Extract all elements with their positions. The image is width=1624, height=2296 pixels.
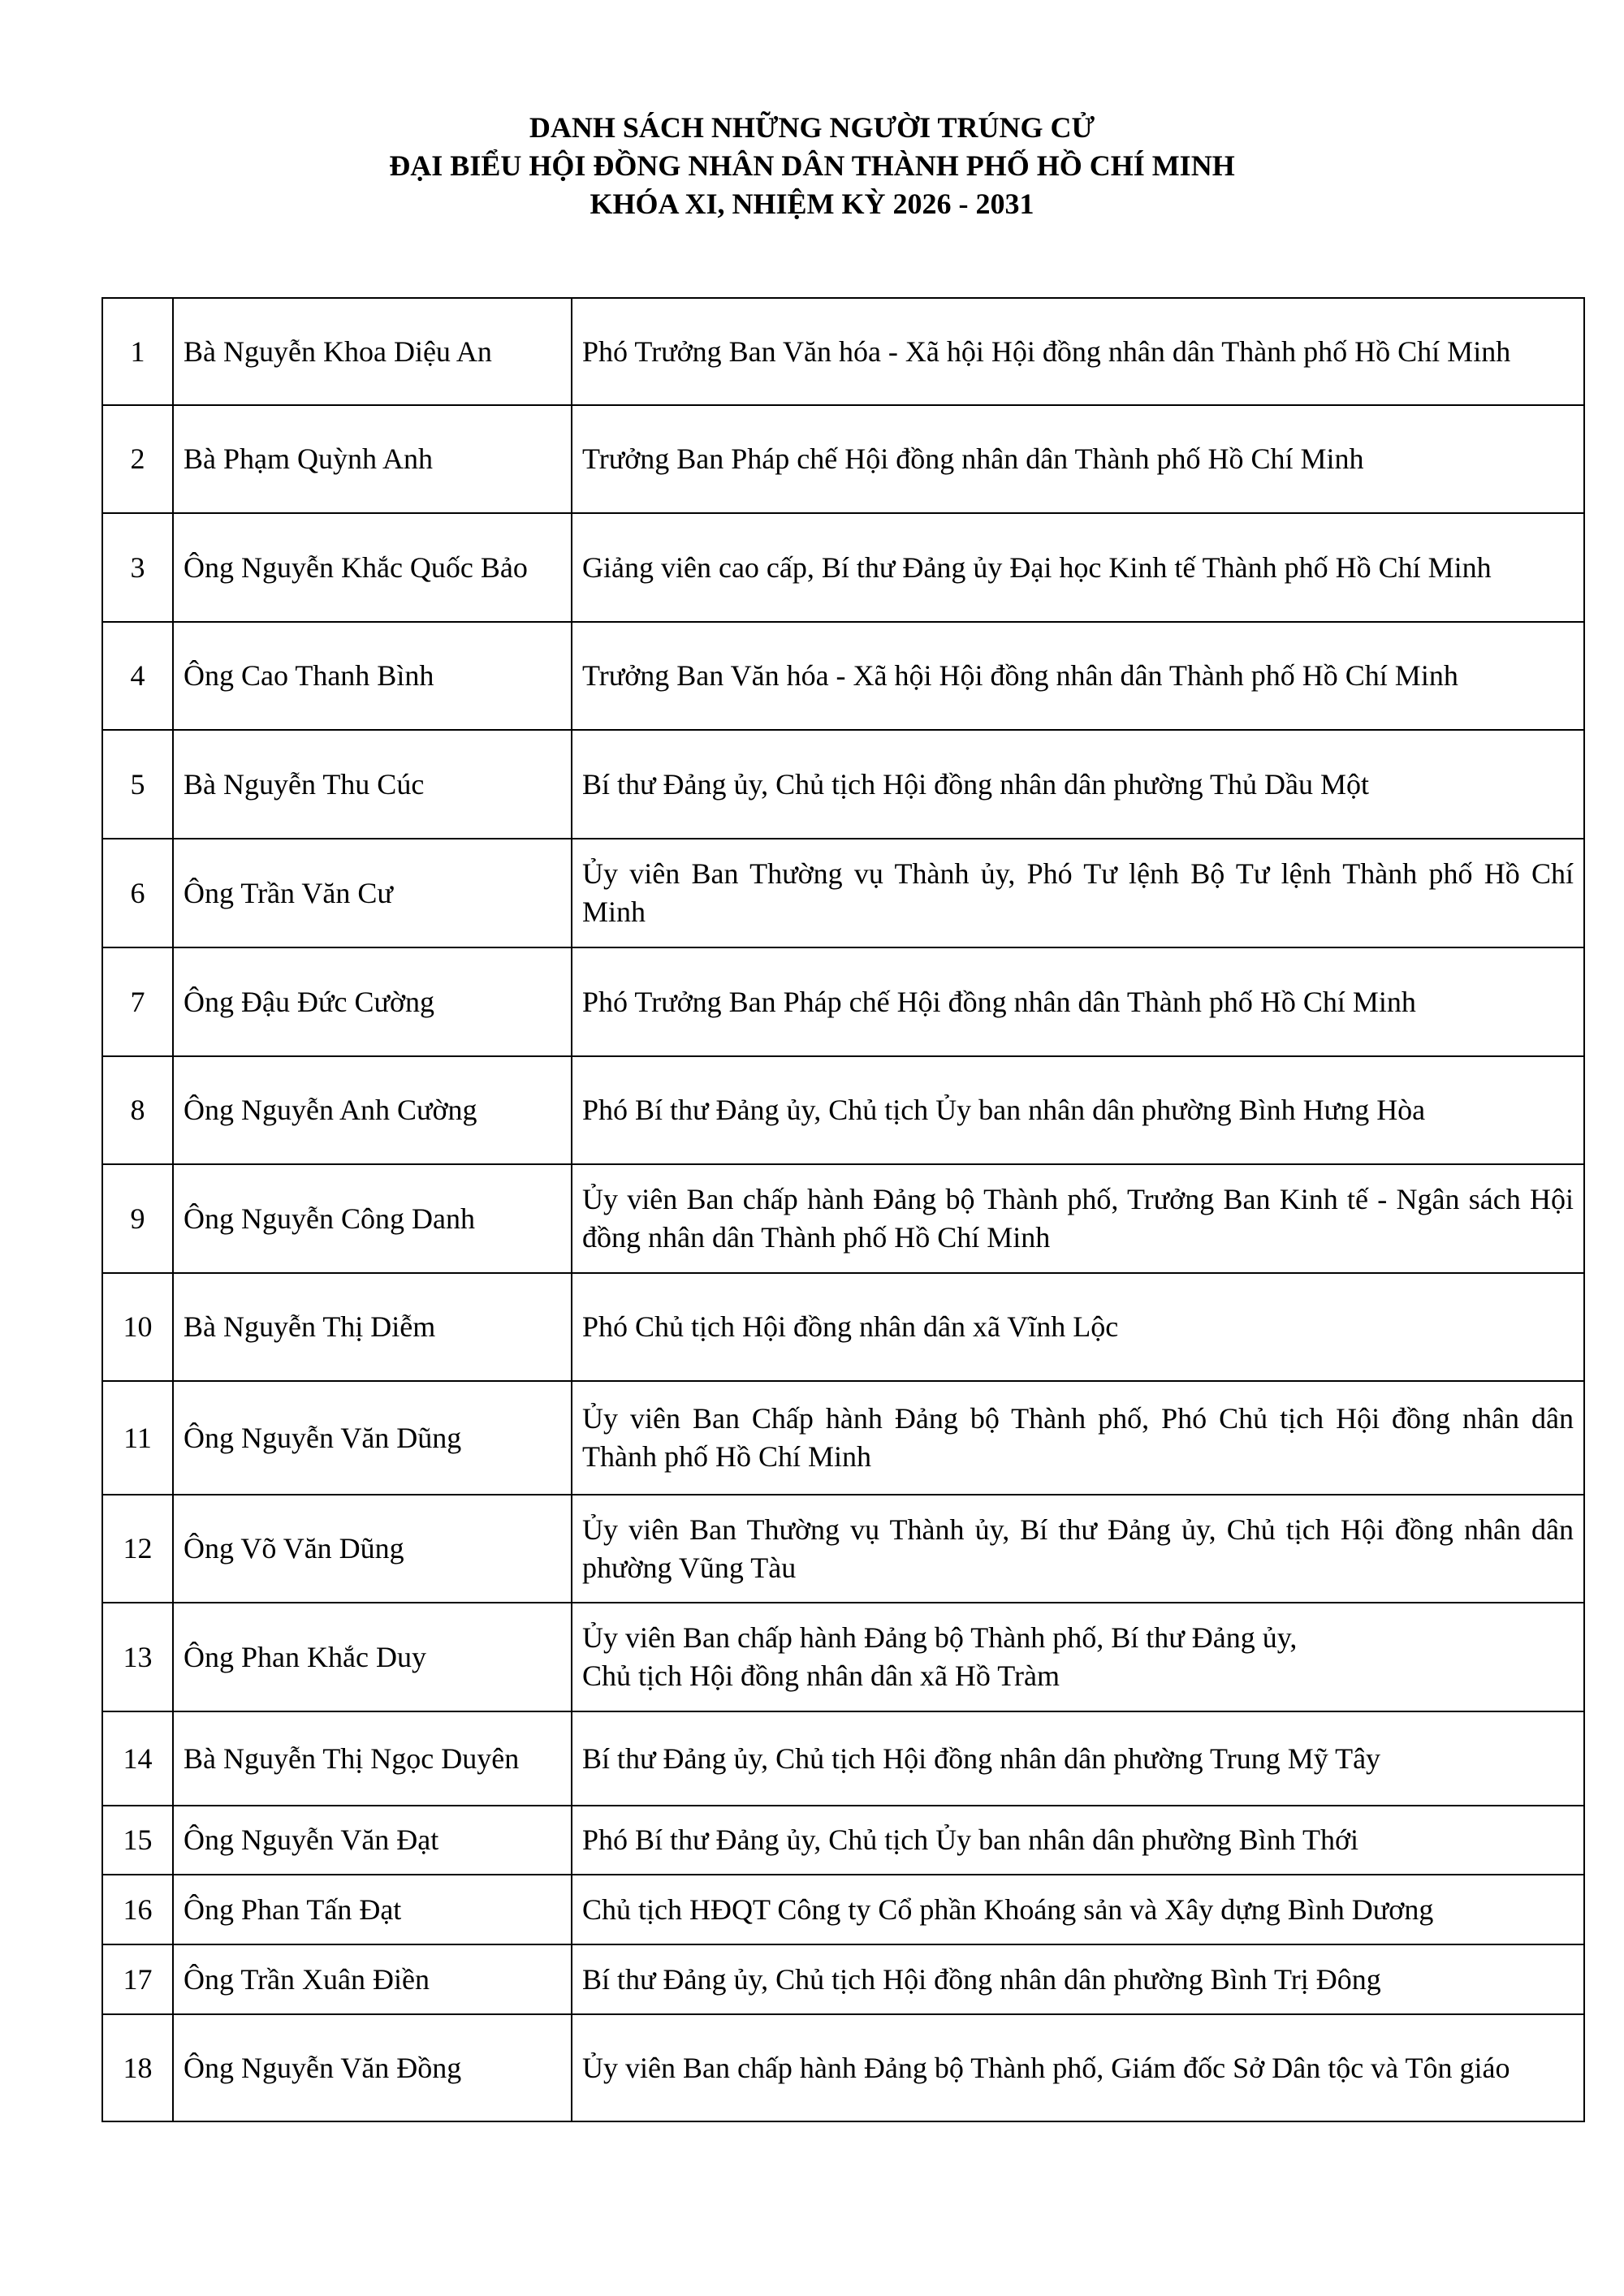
delegate-position: Ủy viên Ban Chấp hành Đảng bộ Thành phố, Phó Chủ tịch Hội đồng nhân dân Thành phố Hồ Chí Minh [572, 1381, 1584, 1495]
row-number: 9 [102, 1164, 173, 1273]
table-row [102, 1495, 1584, 1603]
table-row [102, 1381, 1584, 1495]
delegate-name: Bà Phạm Quỳnh Anh [173, 405, 572, 513]
row-number: 14 [102, 1711, 173, 1806]
table-row [102, 1711, 1584, 1806]
row-number: 13 [102, 1603, 173, 1711]
delegate-name: Ông Nguyễn Văn Đồng [173, 2014, 572, 2121]
row-number: 2 [102, 405, 173, 513]
delegate-position: Phó Trưởng Ban Pháp chế Hội đồng nhân dân Thành phố Hồ Chí Minh [572, 947, 1584, 1056]
delegate-position: Chủ tịch HĐQT Công ty Cổ phần Khoáng sản và Xây dựng Bình Dương [572, 1875, 1584, 1944]
delegate-name: Ông Nguyễn Văn Dũng [173, 1381, 572, 1495]
table-row [102, 1056, 1584, 1164]
table-row [102, 1603, 1584, 1711]
table-row [102, 1806, 1584, 1875]
table-row [102, 730, 1584, 839]
delegate-position: Bí thư Đảng ủy, Chủ tịch Hội đồng nhân dân phường Trung Mỹ Tây [572, 1711, 1584, 1806]
table-row [102, 1273, 1584, 1381]
delegate-position: Giảng viên cao cấp, Bí thư Đảng ủy Đại học Kinh tế Thành phố Hồ Chí Minh [572, 513, 1584, 622]
delegate-name: Ông Nguyễn Văn Đạt [173, 1806, 572, 1875]
row-number: 17 [102, 1944, 173, 2014]
table-row [102, 622, 1584, 730]
row-number: 4 [102, 622, 173, 730]
delegate-name: Ông Trần Xuân Điền [173, 1944, 572, 2014]
title-line-1: DANH SÁCH NHỮNG NGƯỜI TRÚNG CỬ [529, 111, 1095, 144]
delegate-position: Phó Bí thư Đảng ủy, Chủ tịch Ủy ban nhân dân phường Bình Hưng Hòa [572, 1056, 1584, 1164]
delegate-position: Bí thư Đảng ủy, Chủ tịch Hội đồng nhân dân phường Thủ Dầu Một [572, 730, 1584, 839]
delegate-name: Ông Võ Văn Dũng [173, 1495, 572, 1603]
row-number: 6 [102, 839, 173, 947]
row-number: 18 [102, 2014, 173, 2121]
delegate-position: Ủy viên Ban chấp hành Đảng bộ Thành phố, Giám đốc Sở Dân tộc và Tôn giáo [572, 2014, 1584, 2121]
delegate-name: Bà Nguyễn Khoa Diệu An [173, 298, 572, 405]
row-number: 5 [102, 730, 173, 839]
title-line-2: ĐẠI BIỂU HỘI ĐỒNG NHÂN DÂN THÀNH PHỐ HỒ CHÍ MINH [389, 149, 1235, 182]
table-row [102, 1164, 1584, 1273]
row-number: 11 [102, 1381, 173, 1495]
delegate-position: Phó Bí thư Đảng ủy, Chủ tịch Ủy ban nhân dân phường Bình Thới [572, 1806, 1584, 1875]
delegate-position: Trưởng Ban Pháp chế Hội đồng nhân dân Thành phố Hồ Chí Minh [572, 405, 1584, 513]
delegate-name: Ông Phan Tấn Đạt [173, 1875, 572, 1944]
delegate-name: Ông Phan Khắc Duy [173, 1603, 572, 1711]
delegate-position [572, 1603, 1584, 1711]
delegate-position: Phó Chủ tịch Hội đồng nhân dân xã Vĩnh Lộc [572, 1273, 1584, 1381]
delegate-name: Ông Nguyễn Anh Cường [173, 1056, 572, 1164]
table-row [102, 1944, 1584, 2014]
row-number: 10 [102, 1273, 173, 1381]
position-line: Chủ tịch Hội đồng nhân dân xã Hồ Tràm [582, 1659, 1060, 1692]
row-number: 3 [102, 513, 173, 622]
delegate-position: Ủy viên Ban chấp hành Đảng bộ Thành phố, Trưởng Ban Kinh tế - Ngân sách Hội đồng nhân dân Thành phố Hồ Chí Minh [572, 1164, 1584, 1273]
delegate-name: Bà Nguyễn Thu Cúc [173, 730, 572, 839]
table-row [102, 947, 1584, 1056]
delegate-name: Ông Nguyễn Khắc Quốc Bảo [173, 513, 572, 622]
row-number: 1 [102, 298, 173, 405]
delegate-table [102, 297, 1585, 2122]
table-row [102, 1875, 1584, 1944]
row-number: 16 [102, 1875, 173, 1944]
delegate-position: Ủy viên Ban Thường vụ Thành ủy, Phó Tư lệnh Bộ Tư lệnh Thành phố Hồ Chí Minh [572, 839, 1584, 947]
row-number: 8 [102, 1056, 173, 1164]
document-title [0, 109, 1624, 223]
delegate-name: Ông Cao Thanh Bình [173, 622, 572, 730]
delegate-name: Ông Nguyễn Công Danh [173, 1164, 572, 1273]
title-line-3: KHÓA XI, NHIỆM KỲ 2026 - 2031 [590, 188, 1034, 220]
row-number: 12 [102, 1495, 173, 1603]
table-row [102, 513, 1584, 622]
table-row [102, 405, 1584, 513]
table-row [102, 839, 1584, 947]
table-row [102, 2014, 1584, 2121]
delegate-position: Ủy viên Ban Thường vụ Thành ủy, Bí thư Đảng ủy, Chủ tịch Hội đồng nhân dân phường Vũng Tàu [572, 1495, 1584, 1603]
delegate-name: Ông Trần Văn Cư [173, 839, 572, 947]
table-row [102, 298, 1584, 405]
delegate-position: Phó Trưởng Ban Văn hóa - Xã hội Hội đồng nhân dân Thành phố Hồ Chí Minh [572, 298, 1584, 405]
delegate-position: Trưởng Ban Văn hóa - Xã hội Hội đồng nhân dân Thành phố Hồ Chí Minh [572, 622, 1584, 730]
position-line: Ủy viên Ban chấp hành Đảng bộ Thành phố, Bí thư Đảng ủy, [582, 1621, 1298, 1654]
delegate-name: Ông Đậu Đức Cường [173, 947, 572, 1056]
row-number: 15 [102, 1806, 173, 1875]
delegate-name: Bà Nguyễn Thị Diễm [173, 1273, 572, 1381]
row-number: 7 [102, 947, 173, 1056]
delegate-position: Bí thư Đảng ủy, Chủ tịch Hội đồng nhân dân phường Bình Trị Đông [572, 1944, 1584, 2014]
delegate-name: Bà Nguyễn Thị Ngọc Duyên [173, 1711, 572, 1806]
